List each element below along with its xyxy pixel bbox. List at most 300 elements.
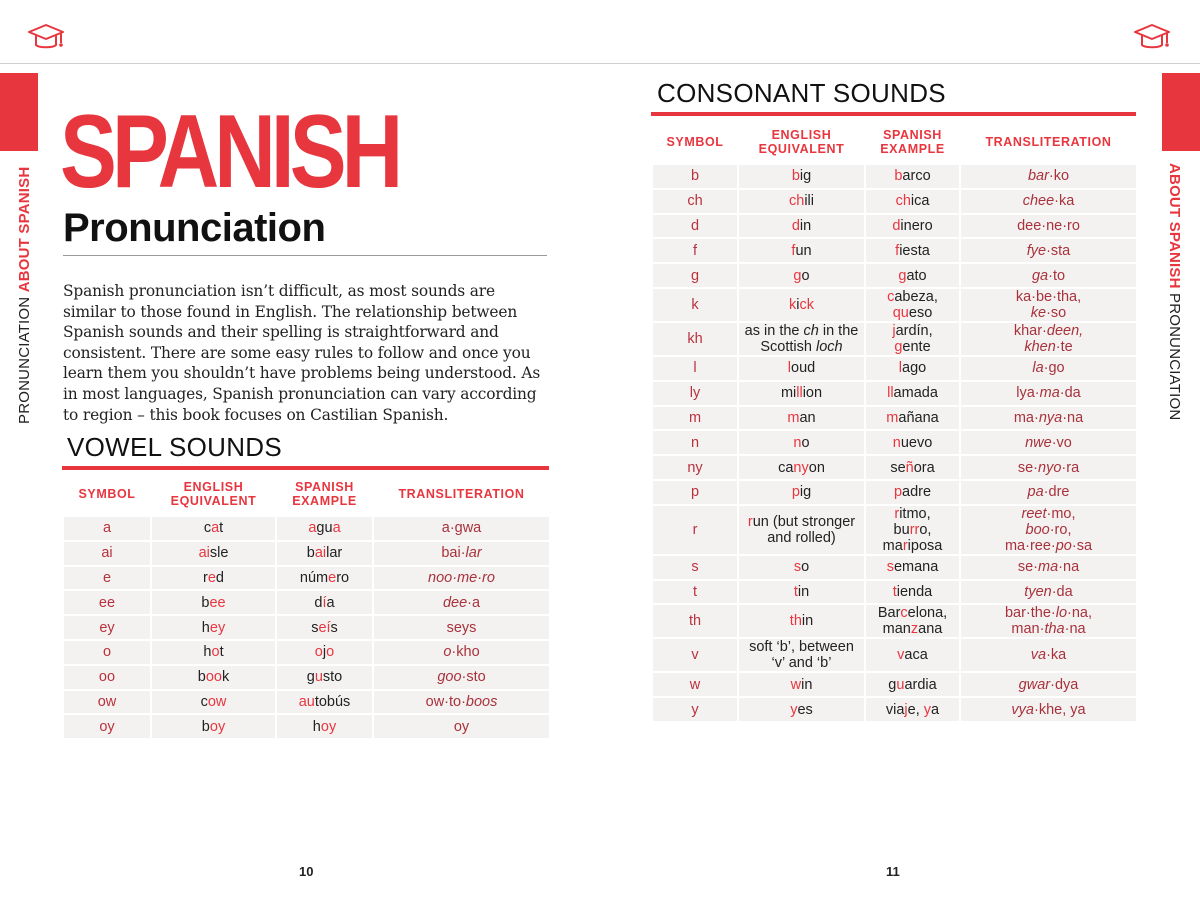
english-cell (739, 239, 864, 262)
english-cell (152, 616, 275, 639)
text-segment: h (201, 619, 210, 636)
symbol-cell: d (653, 215, 737, 238)
syllable: se· (1017, 459, 1039, 476)
stressed-syllable: lo (1055, 605, 1068, 622)
text-segment: on (808, 459, 825, 476)
highlighted-letters: qu (892, 304, 909, 321)
col-header-transliteration: TRANSLITERATION (374, 473, 549, 515)
transliteration-cell (961, 698, 1136, 721)
table-row (653, 456, 1136, 479)
syllable: ·dre (1043, 484, 1070, 501)
syllable: ·te (1055, 338, 1073, 355)
text-segment: lar (326, 545, 343, 562)
transliteration-cell (961, 382, 1136, 405)
english-cell (152, 591, 275, 614)
transliteration-cell (374, 517, 549, 540)
consonant-section-rule (651, 112, 1136, 116)
col-header-spanish: SPANISH EXAMPLE (277, 473, 372, 515)
spanish-cell (866, 431, 959, 454)
table-row (653, 323, 1136, 355)
text-segment: ente (902, 338, 931, 355)
syllable: ·mo, (1046, 505, 1076, 522)
syllable: ·so (1046, 304, 1067, 321)
spanish-cell (277, 567, 372, 590)
transliteration-cell (961, 215, 1136, 238)
text-segment: k (221, 669, 230, 686)
english-cell (739, 165, 864, 188)
syllable: ·na (1062, 409, 1084, 426)
highlighted-letters: ñ (905, 459, 914, 476)
text-segment: c (203, 520, 212, 537)
stressed-syllable: ga (1031, 267, 1049, 284)
syllable: ma·ree· (1004, 537, 1056, 554)
transliteration-cell (961, 639, 1136, 671)
table-row (653, 215, 1136, 238)
side-running-head (16, 167, 33, 424)
stressed-syllable: vya (1011, 701, 1034, 718)
highlighted-letters: oo (205, 669, 222, 686)
english-cell (152, 666, 275, 689)
transliteration-cell (961, 407, 1136, 430)
highlighted-letters: ai (198, 545, 210, 562)
english-cell (739, 382, 864, 405)
text-segment: tobús (314, 693, 351, 710)
table-row (653, 289, 1136, 321)
stressed-syllable: po (1055, 537, 1072, 554)
stressed-syllable: fye (1026, 242, 1047, 259)
text-segment: un (795, 242, 812, 259)
highlighted-letters: u (896, 676, 905, 693)
table-row (653, 357, 1136, 380)
side-chapter-label: ABOUT SPANISH (16, 166, 33, 293)
text-segment: e, (907, 701, 924, 718)
col-header-symbol: SYMBOL (653, 121, 737, 163)
text-segment: ica (910, 193, 930, 210)
highlighted-letters: z (910, 621, 919, 638)
highlighted-letters: e (328, 569, 337, 586)
syllable: ·na, (1067, 605, 1093, 622)
text-segment: in (797, 583, 810, 600)
highlighted-letters: p (791, 484, 800, 501)
text-segment: s (330, 619, 338, 636)
text-segment: ‘v’ and ‘b’ (771, 655, 832, 672)
spanish-cell (866, 506, 959, 554)
stressed-syllable: nya (1038, 409, 1063, 426)
highlighted-letters: s (793, 559, 802, 576)
page-subtitle: Pronunciation (63, 206, 326, 250)
syllable: ma· (1013, 409, 1039, 426)
highlighted-letters: th (789, 613, 802, 630)
highlighted-letters: y (923, 701, 932, 718)
highlighted-letters: n (793, 434, 802, 451)
syllable: dee·ne·ro (1017, 217, 1080, 234)
highlighted-letters: u (314, 669, 323, 686)
stressed-syllable: deen, (1046, 322, 1084, 339)
highlighted-letters: t (892, 583, 897, 600)
highlighted-letters: j (904, 701, 908, 718)
text-segment: Bar (877, 605, 901, 622)
english-cell (152, 641, 275, 664)
highlighted-letters: ck (799, 296, 814, 313)
highlighted-letters: ny (793, 459, 809, 476)
text-segment: ion (802, 385, 823, 402)
highlighted-letters: w (790, 676, 802, 693)
syllable: man· (1011, 621, 1045, 638)
text-segment: h (312, 718, 321, 735)
symbol-cell: b (653, 165, 737, 188)
symbol-cell: w (653, 673, 737, 696)
text-segment: ana (918, 621, 943, 638)
spanish-cell (866, 698, 959, 721)
stressed-syllable: ke (1030, 304, 1047, 321)
table-row (653, 481, 1136, 504)
consonant-section-title: CONSONANT SOUNDS (657, 78, 946, 108)
english-cell (152, 715, 275, 738)
highlighted-letters: d (892, 217, 901, 234)
table-row (653, 556, 1136, 579)
syllable: bar·the· (1004, 605, 1056, 622)
text-segment: b (197, 669, 206, 686)
highlighted-letters: r (902, 537, 908, 554)
syllable: ·ra (1061, 459, 1080, 476)
highlighted-letters: ee (209, 594, 226, 611)
col-header-spanish: SPANISH EXAMPLE (866, 121, 959, 163)
syllable: ·sa (1071, 537, 1093, 554)
highlighted-letters: oy (209, 718, 226, 735)
spanish-cell (866, 456, 959, 479)
syllable: ·da (1051, 583, 1073, 600)
symbol-cell: ow (64, 691, 150, 714)
syllable: ·khe, ya (1033, 701, 1086, 718)
text-segment: o (801, 559, 810, 576)
title-divider (63, 255, 547, 256)
stressed-syllable: khen (1024, 338, 1056, 355)
text-segment: b (201, 718, 210, 735)
symbol-cell: k (653, 289, 737, 321)
text-segment: ig (799, 484, 812, 501)
highlighted-letters: t (793, 583, 798, 600)
text-segment: in the (818, 322, 859, 339)
side-section-label: PRONUNCIATION (1166, 293, 1183, 421)
table-row (653, 407, 1136, 430)
highlighted-letters: ch (895, 193, 911, 210)
table-row (653, 698, 1136, 721)
spanish-cell (866, 581, 959, 604)
transliteration-cell (961, 289, 1136, 321)
transliteration-cell (961, 165, 1136, 188)
syllable: ·na (1058, 559, 1080, 576)
highlighted-letters: j (892, 322, 896, 339)
highlighted-letters: r (894, 505, 900, 522)
italic-word: loch (816, 338, 843, 355)
highlighted-letters: s (886, 559, 894, 576)
syllable: ·dya (1050, 676, 1079, 693)
table-row (64, 591, 549, 614)
symbol-cell: ai (64, 542, 150, 565)
symbol-cell: ee (64, 591, 150, 614)
syllable: ·a (467, 594, 481, 611)
transliteration-cell (374, 715, 549, 738)
english-cell (739, 506, 864, 554)
table-row (653, 639, 1136, 671)
text-segment: c (200, 693, 208, 710)
text-segment: in (801, 613, 814, 630)
text-segment: uevo (900, 434, 933, 451)
text-segment: r (203, 569, 208, 586)
text-segment: o (801, 434, 810, 451)
stressed-syllable: bar (1027, 168, 1049, 185)
english-cell (739, 673, 864, 696)
text-segment: t (219, 644, 224, 661)
stressed-syllable: va (1030, 647, 1047, 664)
symbol-cell: o (64, 641, 150, 664)
syllable: bai· (441, 545, 466, 562)
text-segment: a (931, 701, 940, 718)
col-header-transliteration: TRANSLITERATION (961, 121, 1136, 163)
col-header-english: ENGLISH EQUIVALENT (739, 121, 864, 163)
spanish-cell (866, 639, 959, 671)
text-segment: aca (904, 647, 928, 664)
table-row (653, 165, 1136, 188)
syllable: ow·to· (425, 693, 466, 710)
text-segment: s (311, 619, 319, 636)
page-number-right: 11 (886, 864, 900, 879)
table-header-row (64, 473, 549, 515)
english-cell (739, 190, 864, 213)
text-segment: j (322, 644, 327, 661)
symbol-cell: n (653, 431, 737, 454)
highlighted-letters: m (886, 409, 899, 426)
highlighted-letters: ll (796, 385, 803, 402)
text-segment: emana (893, 559, 939, 576)
highlighted-letters: rr (909, 521, 920, 538)
symbol-cell: oy (64, 715, 150, 738)
vowel-section-title: VOWEL SOUNDS (67, 432, 283, 462)
highlighted-letters: y (790, 701, 798, 718)
text-segment: b (306, 545, 315, 562)
col-header-symbol: SYMBOL (64, 473, 150, 515)
vowel-table (62, 471, 551, 740)
stressed-syllable: noo·me·ro (428, 569, 495, 586)
highlighted-letters: ch (789, 193, 805, 210)
syllable: ·go (1043, 360, 1065, 377)
transliteration-cell (374, 666, 549, 689)
highlighted-letters: í (322, 594, 327, 611)
syllable: ·ro, (1049, 521, 1072, 538)
symbol-cell: a (64, 517, 150, 540)
stressed-syllable: reet (1021, 505, 1047, 522)
spanish-cell (866, 605, 959, 637)
stressed-syllable: o (443, 644, 452, 661)
symbol-cell: r (653, 506, 737, 554)
symbol-cell: y (653, 698, 737, 721)
table-row (64, 567, 549, 590)
stressed-syllable: tyen (1024, 583, 1052, 600)
syllable: lya· (1016, 385, 1040, 402)
symbol-cell: ch (653, 190, 737, 213)
header-rule (0, 63, 1200, 64)
english-cell (739, 407, 864, 430)
syllable: ·to (1048, 267, 1066, 284)
english-cell (739, 289, 864, 321)
text-segment: núm (299, 569, 329, 586)
text-segment: Scottish (760, 338, 816, 355)
text-segment: ili (804, 193, 814, 210)
english-cell (739, 431, 864, 454)
text-segment: amada (893, 385, 938, 402)
english-cell (739, 357, 864, 380)
transliteration-cell (961, 506, 1136, 554)
spanish-cell (866, 190, 959, 213)
english-cell (739, 215, 864, 238)
spanish-cell (866, 407, 959, 430)
syllable: se· (1017, 559, 1039, 576)
table-header-row (653, 121, 1136, 163)
text-segment: ca (778, 459, 794, 476)
highlighted-letters: n (892, 434, 901, 451)
text-segment: se (890, 459, 906, 476)
text-segment: abeza, (894, 288, 938, 305)
text-segment: d (314, 594, 323, 611)
italic-word: ch (803, 322, 819, 339)
spanish-cell (866, 264, 959, 287)
highlighted-letters: o (314, 644, 323, 661)
highlighted-letters: g (793, 267, 802, 284)
text-segment: ardín, (895, 322, 933, 339)
page-number-left: 10 (299, 864, 314, 879)
text-segment: a (326, 594, 335, 611)
table-row (64, 715, 549, 738)
text-segment: as in the (744, 322, 804, 339)
highlighted-letters: eí (318, 619, 331, 636)
syllable: oy (453, 718, 470, 735)
text-segment: d (215, 569, 224, 586)
transliteration-cell (961, 456, 1136, 479)
text-segment: b (201, 594, 210, 611)
highlighted-letters: ow (207, 693, 227, 710)
side-chapter-label: ABOUT SPANISH (1166, 163, 1183, 289)
text-segment: t (219, 520, 224, 537)
transliteration-cell (961, 673, 1136, 696)
text-segment: ma (882, 537, 903, 554)
table-row (653, 190, 1136, 213)
table-row (64, 616, 549, 639)
text-segment: arco (902, 168, 931, 185)
table-row (653, 431, 1136, 454)
spanish-cell (277, 715, 372, 738)
english-cell (739, 264, 864, 287)
stressed-syllable: boo (1025, 521, 1050, 538)
text-segment: iesta (899, 242, 930, 259)
stressed-syllable: pa (1027, 484, 1044, 501)
english-cell (739, 323, 864, 355)
stressed-syllable: la (1032, 360, 1044, 377)
text-segment: un (but stronger (752, 513, 856, 530)
highlighted-letters: l (898, 360, 903, 377)
table-row (653, 264, 1136, 287)
spanish-cell (866, 481, 959, 504)
text-segment: gu (316, 520, 333, 537)
spanish-cell (866, 215, 959, 238)
highlighted-letters: c (887, 288, 895, 305)
highlighted-letters: o (211, 644, 220, 661)
syllable: a·gwa (441, 520, 482, 537)
symbol-cell: e (64, 567, 150, 590)
text-segment: soft ‘b’, between (749, 639, 854, 656)
text-segment: g (306, 669, 315, 686)
english-cell (739, 581, 864, 604)
transliteration-cell (961, 605, 1136, 637)
intro-paragraph: Spanish pronunciation isn’t difficult, as most sounds are similar to those found in English. The relationship between Spanish sounds and their spelling is straightforward and consistent. There are some easy rules to follow and once you learn them you shouldn’t have problems being understood. As in most languages, Spanish pronunciation can vary according to region – this book focuses on Castilian Spanish. (63, 282, 541, 424)
text-segment: g (888, 676, 897, 693)
spanish-cell (866, 239, 959, 262)
english-cell (739, 698, 864, 721)
text-segment: elona, (907, 605, 948, 622)
text-segment: oud (791, 360, 816, 377)
english-cell (152, 691, 275, 714)
symbol-cell: ny (653, 456, 737, 479)
symbol-cell: th (653, 605, 737, 637)
text-segment: itmo, (899, 505, 931, 522)
col-header-english: ENGLISH EQUIVALENT (152, 473, 275, 515)
transliteration-cell (961, 190, 1136, 213)
stressed-syllable: chee (1022, 193, 1055, 210)
stressed-syllable: nwe (1025, 434, 1052, 451)
text-segment: ora (913, 459, 935, 476)
english-cell (739, 481, 864, 504)
spanish-cell (866, 289, 959, 321)
spanish-cell (277, 517, 372, 540)
table-row (653, 506, 1136, 554)
highlighted-letters: m (787, 409, 800, 426)
text-segment: ato (906, 267, 927, 284)
transliteration-cell (374, 641, 549, 664)
english-cell (152, 567, 275, 590)
table-row (64, 691, 549, 714)
text-segment: ro (336, 569, 350, 586)
transliteration-cell (961, 431, 1136, 454)
text-segment: bu (893, 521, 910, 538)
text-segment: inero (900, 217, 933, 234)
text-segment: añana (898, 409, 939, 426)
syllable: ·ko (1048, 168, 1070, 185)
symbol-cell: s (653, 556, 737, 579)
table-row (653, 605, 1136, 637)
symbol-cell: m (653, 407, 737, 430)
spanish-cell (277, 641, 372, 664)
english-cell (152, 517, 275, 540)
symbol-cell: f (653, 239, 737, 262)
text-segment: ig (799, 168, 812, 185)
table-row (64, 542, 549, 565)
spanish-cell (866, 357, 959, 380)
chapter-tab (1162, 73, 1200, 151)
highlighted-letters: ey (209, 619, 226, 636)
stressed-syllable: ma (1038, 559, 1059, 576)
stressed-syllable: boos (465, 693, 498, 710)
table-row (653, 382, 1136, 405)
symbol-cell: p (653, 481, 737, 504)
syllable: ·na (1064, 621, 1086, 638)
syllable: seys (446, 619, 477, 636)
stressed-syllable: goo (437, 669, 462, 686)
highlighted-letters: o (326, 644, 335, 661)
transliteration-cell (374, 616, 549, 639)
stressed-syllable: gwar (1018, 676, 1051, 693)
highlighted-letters: c (900, 605, 908, 622)
text-segment: eso (908, 304, 933, 321)
syllable: ·da (1059, 385, 1081, 402)
